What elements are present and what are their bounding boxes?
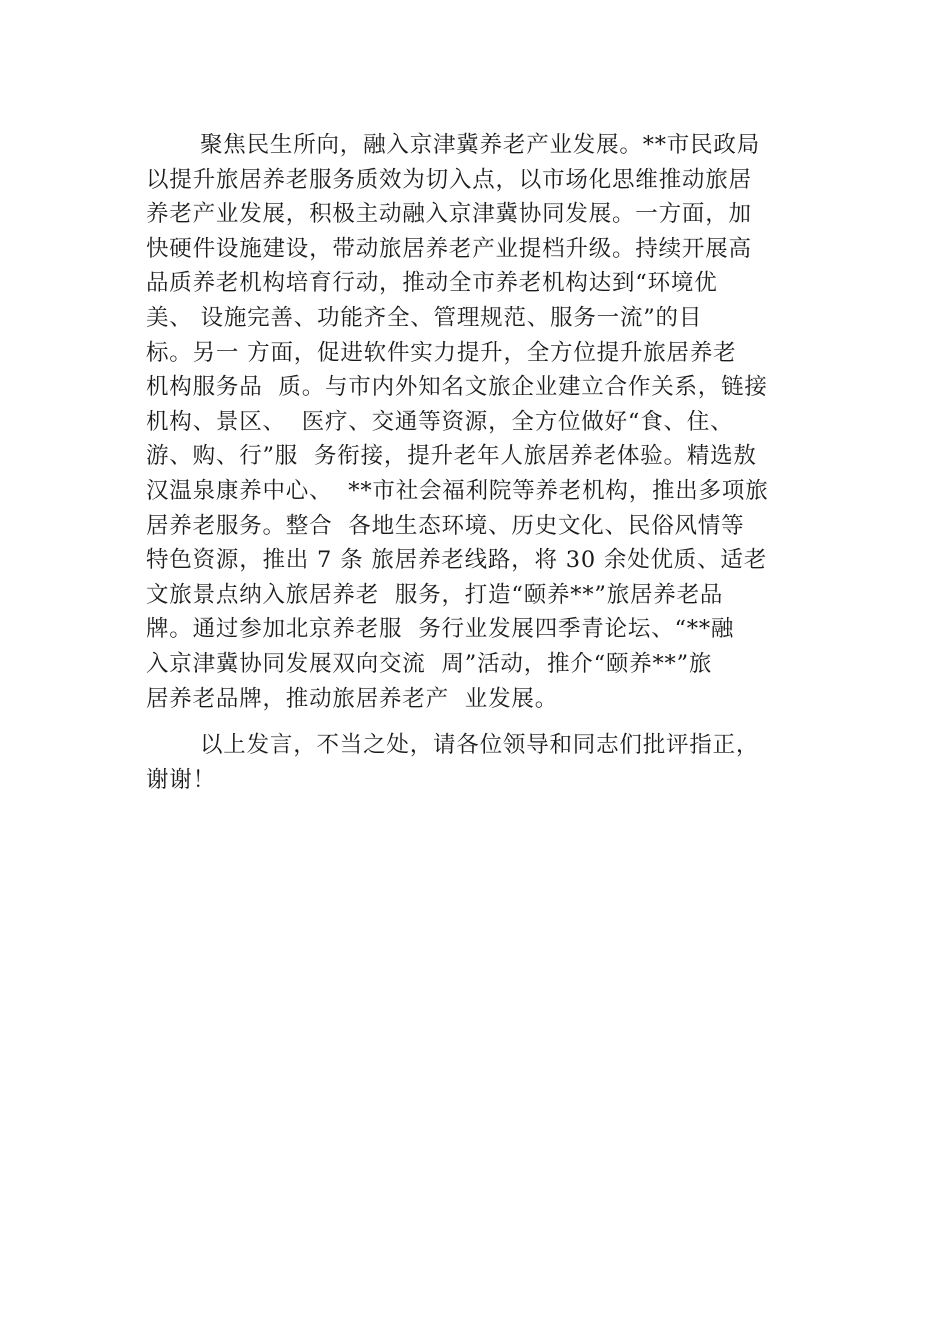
text-line: 以上发言，不当之处，请各位领导和同志们批评指正， bbox=[200, 732, 760, 759]
text-line: 机构、景区、 医疗、交通等资源，全方位做好“食、住、 bbox=[146, 408, 734, 435]
text-line: 标。另一 方面，促进软件实力提升，全方位提升旅居养老 bbox=[146, 339, 737, 366]
text-line: 汉温泉康养中心、 **市社会福利院等养老机构，推出多项旅 bbox=[146, 477, 769, 504]
text-line: 美、 设施完善、功能齐全、管理规范、服务一流”的目 bbox=[146, 304, 703, 331]
text-line: 文旅景点纳入旅居养老 服务，打造“颐养**”旅居养老品 bbox=[146, 581, 724, 608]
text-line: 养老产业发展，积极主动融入京津冀协同发展。一方面，加 bbox=[146, 201, 752, 228]
text-line: 游、购、行”服 务衔接，提升老年人旅居养老体验。精选敖 bbox=[146, 443, 757, 470]
text-line: 居养老品牌，推动旅居养老产 业发展。 bbox=[146, 685, 559, 712]
text-line: 谢谢！ bbox=[146, 766, 216, 793]
text-line: 居养老服务。整合 各地生态环境、历史文化、民俗风情等 bbox=[146, 512, 745, 539]
text-line: 品质养老机构培育行动，推动全市养老机构达到“环境优 bbox=[146, 270, 718, 297]
text-line: 聚焦民生所向，融入京津冀养老产业发展。**市民政局 bbox=[200, 132, 761, 158]
text-line: 快硬件设施建设，带动旅居养老产业提档升级。持续开展高 bbox=[146, 235, 752, 262]
document-body bbox=[146, 128, 826, 797]
text-line: 机构服务品 质。与市内外知名文旅企业建立合作关系，链接 bbox=[146, 374, 768, 401]
paragraph-industry-development bbox=[146, 128, 826, 716]
text-line: 入京津冀协同发展双向交流 周”活动，推介“颐养**”旅 bbox=[146, 650, 713, 677]
text-line: 特色资源，推出 7 条 旅居养老线路，将 30 余处优质、适老 bbox=[146, 547, 768, 574]
text-line: 牌。通过参加北京养老服 务行业发展四季青论坛、“**融 bbox=[146, 616, 735, 643]
text-line: 以提升旅居养老服务质效为切入点，以市场化思维推动旅居 bbox=[146, 166, 752, 193]
paragraph-closing-remarks bbox=[146, 728, 826, 797]
